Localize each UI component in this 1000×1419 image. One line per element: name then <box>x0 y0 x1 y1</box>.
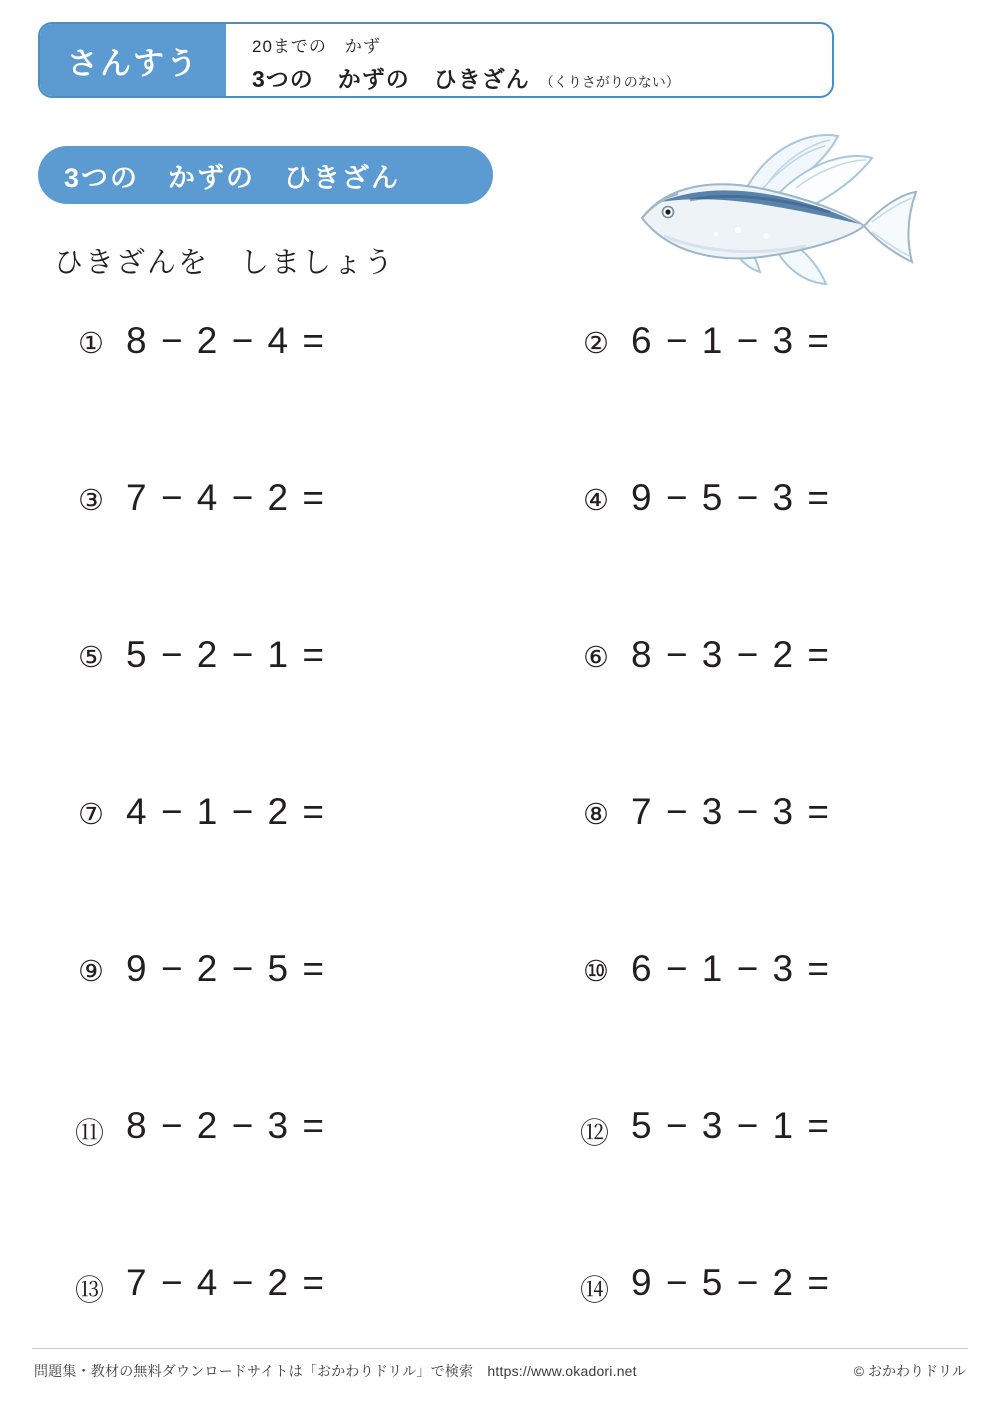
header-text-group <box>252 32 822 94</box>
problem-number: ⑫ <box>579 1118 609 1150</box>
problem-expression: 5 − 3 − 1 = <box>631 1105 831 1146</box>
problem-number: ⑥ <box>583 642 609 674</box>
header-note: （くりさがりのない） <box>539 74 680 90</box>
footer-site-text: 問題集・教材の無料ダウンロードサイトは「おかわりドリル」で検索 https://www.okadori.net <box>34 1363 637 1379</box>
problem-item <box>40 791 545 948</box>
subject-badge: さんすう <box>40 24 226 96</box>
header-title-row <box>252 61 822 94</box>
problem-number: ⑩ <box>583 956 609 988</box>
problem-number: ② <box>583 328 609 360</box>
problem-number: ⑦ <box>78 799 104 831</box>
problem-expression: 9 − 2 − 5 = <box>126 948 326 989</box>
problem-item <box>40 1105 545 1262</box>
problem-number: ③ <box>78 485 104 517</box>
problem-item <box>545 1105 940 1262</box>
problem-expression: 6 − 1 − 3 = <box>631 948 831 989</box>
header-title: 3つの かずの ひきざん <box>252 66 530 92</box>
problem-number: ⑨ <box>78 956 104 988</box>
problem-expression: 5 − 2 − 1 = <box>126 634 326 675</box>
problem-expression: 7 − 4 − 2 = <box>126 1262 326 1303</box>
problem-expression: 4 − 1 − 2 = <box>126 791 326 832</box>
section-title: 3つの かずの ひきざん <box>38 146 493 204</box>
problem-number: ⑭ <box>579 1275 609 1307</box>
footer-divider <box>32 1348 968 1349</box>
problem-expression: 9 − 5 − 3 = <box>631 477 831 518</box>
footer-copyright: © おかわりドリル <box>853 1363 966 1379</box>
problem-item <box>40 477 545 634</box>
problem-number: ⑤ <box>78 642 104 674</box>
problem-number: ⑬ <box>74 1275 104 1307</box>
problem-expression: 8 − 3 − 2 = <box>631 634 831 675</box>
problem-number: ④ <box>583 485 609 517</box>
problem-item <box>545 477 940 634</box>
problems-grid <box>40 320 940 1419</box>
problem-item <box>545 791 940 948</box>
problem-number: ⑧ <box>583 799 609 831</box>
problem-item <box>545 1262 940 1419</box>
problem-number: ① <box>78 328 104 360</box>
problem-item <box>40 320 545 477</box>
problem-item <box>545 320 940 477</box>
problem-expression: 7 − 4 − 2 = <box>126 477 326 518</box>
problem-expression: 6 − 1 − 3 = <box>631 320 831 361</box>
header-subtitle: 20までの かず <box>252 37 381 56</box>
problem-item <box>40 634 545 791</box>
problem-expression: 8 − 2 − 3 = <box>126 1105 326 1146</box>
flying-fish-icon <box>620 122 920 302</box>
problem-expression: 8 − 2 − 4 = <box>126 320 326 361</box>
problem-item <box>545 948 940 1105</box>
problem-expression: 7 − 3 − 3 = <box>631 791 831 832</box>
problem-item <box>40 1262 545 1419</box>
header-box <box>38 22 834 98</box>
instruction-text: ひきざんを しましょう <box>54 247 396 279</box>
problem-expression: 9 − 5 − 2 = <box>631 1262 831 1303</box>
problem-item <box>545 634 940 791</box>
problem-number: ⑪ <box>74 1118 104 1150</box>
problem-item <box>40 948 545 1105</box>
